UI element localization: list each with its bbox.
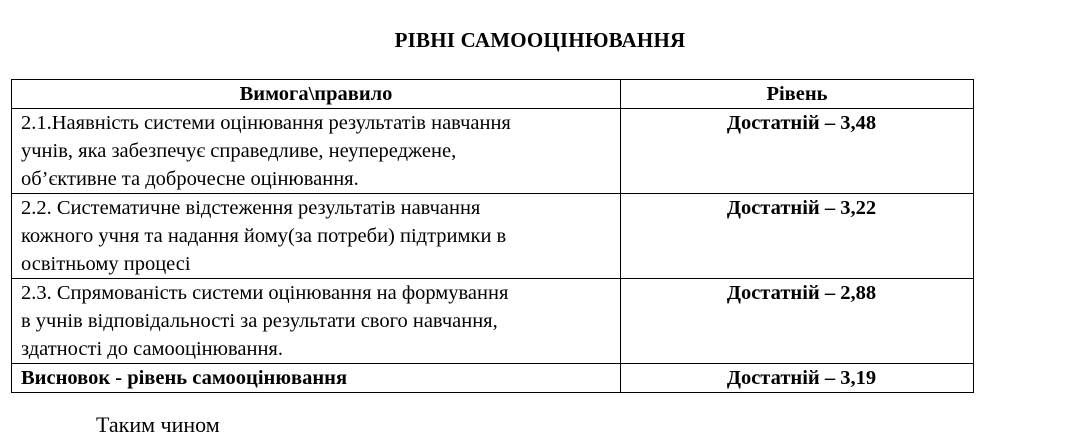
column-header-requirement: Вимога\правило bbox=[12, 80, 621, 109]
requirement-line: учнів, яка забезпечує справедливе, неупереджене, bbox=[21, 140, 457, 162]
table-header-row bbox=[12, 80, 974, 109]
conclusion-label: Висновок - рівень самооцінювання bbox=[12, 364, 621, 393]
column-header-level: Рівень bbox=[621, 80, 974, 109]
requirement-cell bbox=[12, 194, 621, 279]
table-row bbox=[12, 109, 974, 194]
requirement-line: в учнів відповідальності за результати свого навчання, bbox=[21, 310, 498, 332]
table-row bbox=[12, 279, 974, 364]
level-cell: Достатній – 2,88 bbox=[621, 279, 974, 364]
assessment-table bbox=[11, 79, 974, 393]
requirement-line: об’єктивне та доброчесне оцінювання. bbox=[21, 168, 359, 190]
requirement-line: освітньому процесі bbox=[21, 253, 191, 275]
requirement-line: 2.3. Спрямованість системи оцінювання на формування bbox=[21, 282, 509, 304]
level-cell: Достатній – 3,48 bbox=[621, 109, 974, 194]
requirement-line: 2.1.Наявність системи оцінювання результатів навчання bbox=[21, 112, 511, 134]
requirement-line: кожного учня та надання йому(за потреби) підтримки в bbox=[21, 225, 507, 247]
conclusion-row bbox=[12, 364, 974, 393]
footer-text-fragment: Таким чином bbox=[96, 412, 220, 437]
page-title: РІВНІ САМООЦІНЮВАННЯ bbox=[394, 28, 686, 52]
requirement-cell bbox=[12, 109, 621, 194]
requirement-line: здатності до самооцінювання. bbox=[21, 338, 283, 360]
requirement-cell bbox=[12, 279, 621, 364]
requirement-line: 2.2. Систематичне відстеження результатів навчання bbox=[21, 197, 481, 219]
level-cell: Достатній – 3,22 bbox=[621, 194, 974, 279]
table-row bbox=[12, 194, 974, 279]
conclusion-level: Достатній – 3,19 bbox=[621, 364, 974, 393]
